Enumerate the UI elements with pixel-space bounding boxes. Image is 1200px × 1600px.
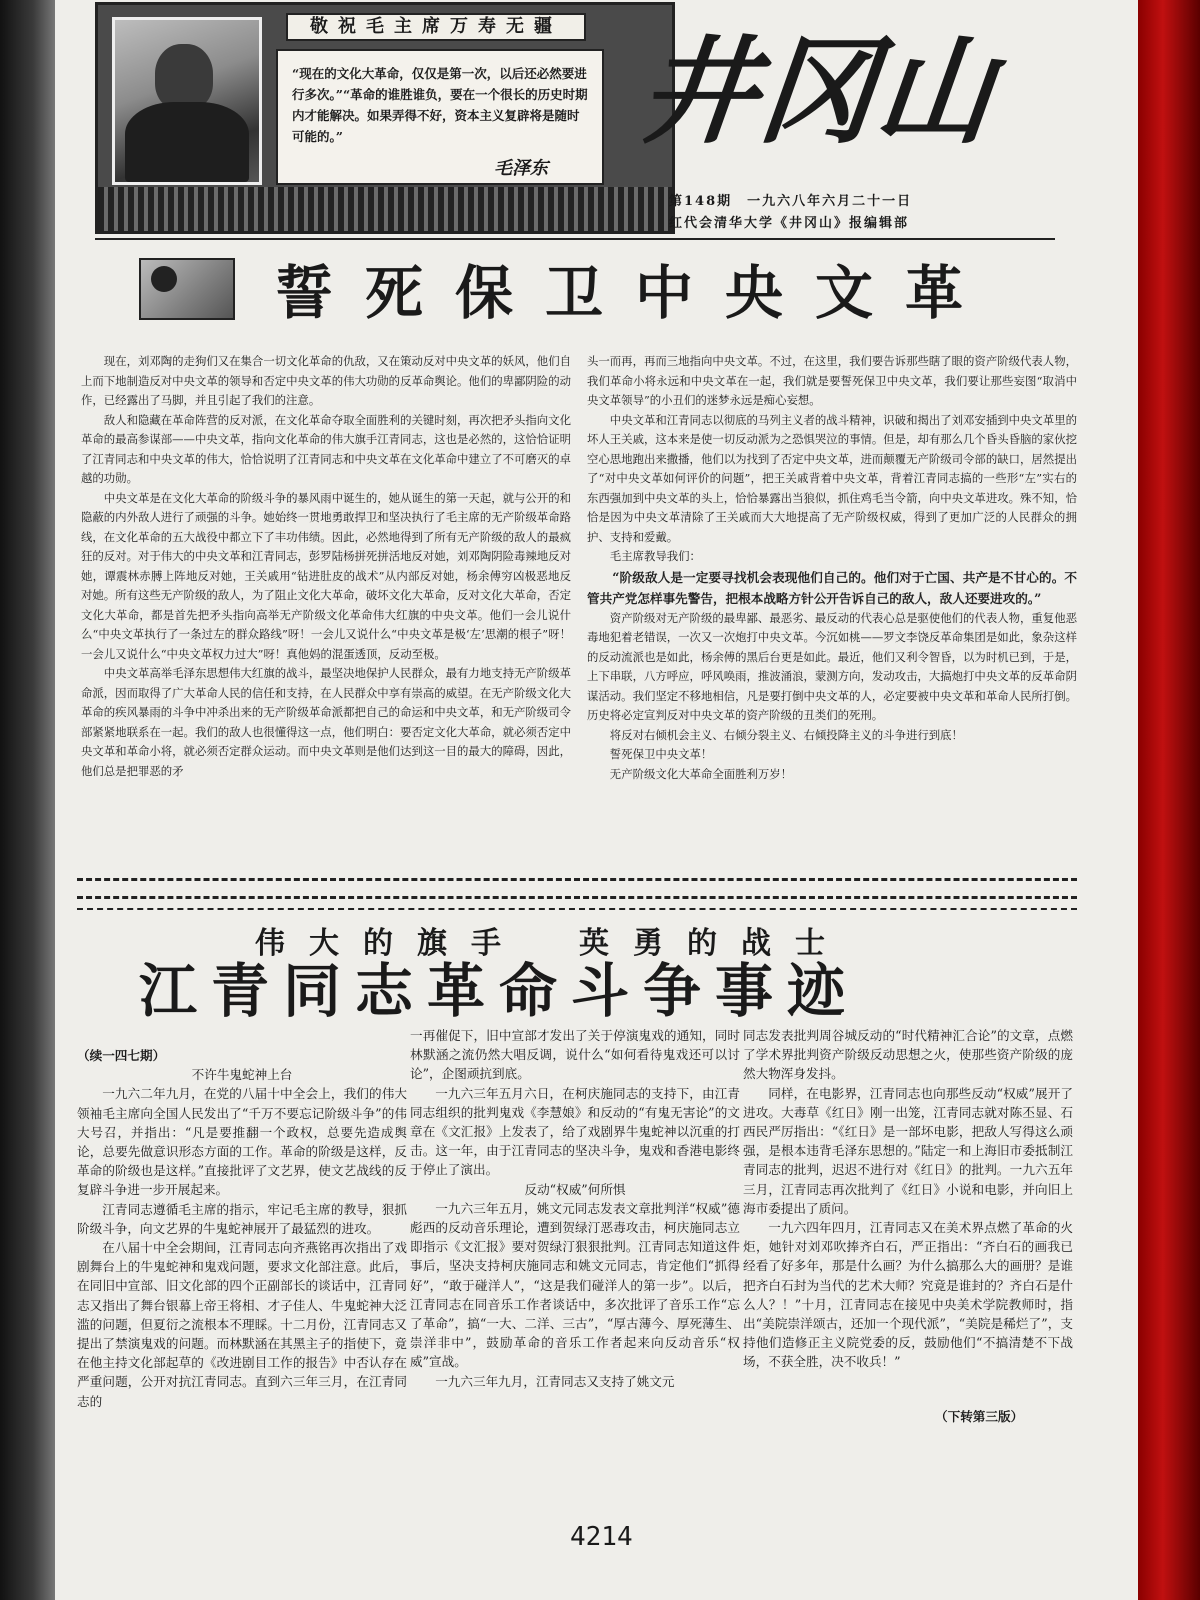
portrait-image: [112, 17, 262, 185]
paragraph: 一九六三年九月，江青同志又支持了姚文元: [435, 1373, 675, 1389]
subheading: 不许牛鬼蛇神上台: [191, 1067, 293, 1083]
paragraph: 在八届十中全会期间，江青同志向齐燕铭再次指出了戏剧舞台上的牛鬼蛇神和鬼戏问题，要求文化部注意。此后，在同旧中宣部、旧文化部的四个正副部长的谈话中，江青同志又指出了舞台银幕上帝王将相、才子佳人、牛鬼蛇神大泛滥的问题，但夏衍之流根本不理睬。十二月份，江青同志又提出了禁演鬼戏的问题。而林默涵在其黑主子的指使下，竟在他主持文化部起草的《改进剧目工作的报告》中否认存在严重问题，公开对抗江青同志。直到六三年三月，在江青同志的: [77, 1240, 407, 1409]
quotation-banner: 敬祝毛主席万寿无疆: [286, 13, 586, 41]
paragraph: 资产阶级对无产阶级的最卑鄙、最恶劣、最反动的代表心总是驱使他们的代表人物，重复他恶毒地犯着老错误，一次又一次炮打中央文革。今沉如桃——罗文李饶反革命集团是如此，象杂这样的反动流派也是如此，杨余傅的黑后台更是如此。最近，他们又利令智昏，以为时机已到，于是，上下串联，八方呼应，呼风唤雨，推波涌浪，蒙测方向，发动攻击，大搞炮打中央文革的反革命阴谋活动。我们坚定不移地相信，凡是要打倒中央文革的人，必定要被中央文革和革命人民所打倒。历史将必定宣判反对中央文革的资产阶级的丑类们的死刑。: [587, 610, 1077, 722]
article2-column-3: [743, 1026, 1073, 1372]
signature: 毛泽东: [494, 158, 548, 179]
paragraph: 将反对右倾机会主义、右倾分裂主义、右倾投降主义的斗争进行到底！: [609, 727, 963, 742]
paragraph: 一再催促下，旧中宣部才发出了关于停演鬼戏的通知，同时林默涵之流仍然大唱反调，说什么“如何看待鬼戏还可以讨论”，企图顽抗到底。: [410, 1028, 740, 1082]
paragraph: 一九六三年五月六日，在柯庆施同志的支持下，由江青同志组织的批判鬼戏《李慧娘》和反动的“有鬼无害论”的文章在《文汇报》上发表了，给了戏剧界牛鬼蛇神以沉重的打击。这一年，由于江青同志的坚决斗争，鬼戏和香港电影终于停止了演出。: [410, 1085, 740, 1178]
paragraph: 江青同志遵循毛主席的指示，牢记毛主席的教导，狠抓阶级斗争，向文艺界的牛鬼蛇神展开了最猛烈的进攻。: [77, 1201, 407, 1236]
quotation-paragraph: “阶级敌人是一定要寻找机会表现他们自己的。他们对于亡国、共产是不甘心的。不管共产党怎样事先警告，把根本战略方针公开告诉自己的敌人，敌人还要进攻的。”: [587, 569, 1077, 606]
article1-column-1: [81, 352, 571, 781]
quotation-text: “现在的文化大革命，仅仅是第一次，以后还必然要进行多次。”“革命的谁胜谁负，要在一个很长的历史时期内才能解决。如果弄得不好，资本主义复辟将是随时可能的。” 毛泽东: [276, 49, 604, 185]
newspaper-page: [55, 0, 1138, 1600]
paragraph: 中央文革是在文化大革命的阶级斗争的暴风雨中诞生的，她从诞生的第一天起，就与公开的和隐蔽的内外敌人进行了顽强的斗争。她始终一贯地勇敢捍卫和坚决执行了毛主席的无产阶级革命路线，在文化革命的五大战役中都立下了丰功伟绩。因此，必然地得到了所有无产阶级的敌人的最疯狂的反对。对于伟大的中央文革和江青同志，彭罗陆杨拼死拼活地反对她，刘邓陶阴险毒辣地反对她，谭震林赤膊上阵地反对她，王关戚用“钻进肚皮的战术”从内部反对她，杨余傅穷凶极恶地反对她。所有这些无产阶级的敌人，为了阻止文化大革命，破坏文化大革命，反对文化大革命，否定文化大革命，都是首先把矛头指向高举无产阶级文化革命伟大红旗的中央文革。他们一会儿说什么“中央文革执行了一条过左的群众路线”呀！一会儿又说什么“中央文革是极‘左’思潮的根子”呀！一会儿又说什么“中央文革权力过大”呀！真他妈的混蛋透顶，反动至极。: [81, 490, 571, 661]
subheading: 反动“权威”何所惧: [524, 1181, 626, 1197]
paragraph: 一九六三年五月，姚文元同志发表文章批判洋“权威”德彪西的反动音乐理论，遭到贺绿汀恶毒攻击，柯庆施同志立即指示《文汇报》要对贺绿汀狠狠批判。江青同志知道这件事后，坚决支持柯庆施同志和姚文元同志，肯定他们“抓得好”，“敢于碰洋人”，“这是我们碰洋人的第一步”。以后，江青同志在同音乐工作者谈话中，多次批评了音乐工作“忘了革命”，搞“一大、二洋、三古”，“厚古薄今、厚死薄生、崇洋非中”，鼓励革命的音乐工作者起来向反动音乐“权威”宣战。: [410, 1200, 740, 1370]
issue-line: 第148期 一九六八年六月二十一日: [669, 194, 913, 209]
paragraph: 同志发表批判周谷城反动的“时代精神汇合论”的文章，点燃了学术界批判资产阶级反动思想之火，使那些资产阶级的庞然大物浑身发抖。: [743, 1028, 1073, 1082]
headline-1: 誓死保卫中央文革: [275, 259, 996, 327]
slogan: 无产阶级文化大革命全面胜利万岁！: [609, 766, 793, 781]
flag-emblem-icon: [139, 258, 235, 320]
continued-next-note: （下转第三版）: [935, 1409, 1024, 1424]
continued-note: （续一四七期）: [77, 1048, 166, 1063]
masthead-rule: [95, 238, 1055, 240]
article2-column-2: [410, 1026, 740, 1391]
paragraph: 头一而再，再而三地指向中央文革。不过，在这里，我们要告诉那些瞎了眼的资产阶级代表人物，我们革命小将永远和中央文革在一起，我们就是要誓死保卫中央文革，我们要让那些妄图“取消中央文革领导”的小丑们的迷梦永远是痴心妄想。: [587, 354, 1077, 407]
kicker-headline: 伟大的旗手 英勇的战士: [255, 926, 849, 961]
headline-2: 江青同志革命斗争事迹: [139, 957, 860, 1025]
paragraph: 中央文革高举毛泽东思想伟大红旗的战斗，最坚决地保护人民群众，最有力地支持无产阶级革命派，因而取得了广大革命人民的信任和支持，在人民群众中享有崇高的威望。在无产阶级文化大革命的疾风暴雨的斗争中冲杀出来的无产阶级革命派都把自己的命运和中央文革，和无产阶级司令部紧紧地联系在一起。我们的敌人也很懂得这一点，他们明白：要否定文化大革命，就必须否定中央文革和革命小将，就必须否定群众运动。而中央文革则是他们达到这一目的最大的障碍，因此，他们总是把罪恶的矛: [81, 666, 571, 778]
paragraph: 毛主席教导我们：: [609, 549, 701, 563]
paragraph: 一九六四年四月，江青同志又在美术界点燃了革命的火炬，她针对刘邓吹捧齐白石，严正指出：“齐白石的画我已经看了好多年，那是什么画？为什么搞那么大的画册？是谁把齐白石封为当代的艺术大师？究竟是谁封的？齐白石是什么人？！”十月，江青同志在接见中央美术学院教师时，指出“美院崇洋颂古，还加一个现代派”，“美院是稀烂了”，支持他们造修正主义院党委的反，鼓励他们“不搞清楚不下战场，不获全胜，决不收兵！”: [743, 1220, 1073, 1370]
paragraph: 同样，在电影界，江青同志也向那些反动“权威”展开了进攻。大毒草《红日》刚一出笼，江青同志就对陈丕显、石西民严厉指出：“《红日》是一部坏电影，把敌人写得这么顽强，是根本违背毛泽东思想的。”陆定一和上海旧市委抵制江青同志的批判，迟迟不进行对《红日》的批判。一九六五年三月，江青同志再次批判了《红日》小说和电影，并向旧上海市委提出了质问。: [743, 1085, 1073, 1216]
paragraph: 敌人和隐藏在革命阵营的反对派，在文化革命夺取全面胜利的关键时刻，再次把矛头指向文化革命的最高参谋部——中央文革，指向文化革命的伟大旗手江青同志，这也是必然的，这恰恰证明了江青同志和中央文革的伟大，恰恰说明了江青同志和中央文革在文化革命中建立了不可磨灭的卓越的功勋。: [81, 412, 571, 485]
article2-column-1: [77, 1046, 407, 1411]
divider: [77, 908, 1077, 910]
paragraph: 中央文革和江青同志以彻底的马列主义者的战斗精神，识破和揭出了刘邓安插到中央文革里的坏人王关戚，这本来是使一切反动派为之恐惧哭泣的事情。但是，却有那么几个昏头昏脑的家伙挖空心思地跑出来撒播，他们以为找到了否定中央文革，进而颠覆无产阶级司令部的缺口，居然提出了“对中央文革如何评价的问题”，把王关戚背着中央文革，背着江青同志搞的一些形“左”实右的东西强加到中央文革的头上，恰恰暴露出当狼似，抓住鸡毛当令箭，向中央文革进攻。殊不知，恰恰是因为中央文革清除了王关戚而大大地提高了无产阶级权威，得到了更加广泛的人民群众的拥护、支持和爱戴。: [587, 412, 1077, 544]
page-number: 4214: [570, 1522, 633, 1552]
red-book-cover: [1138, 0, 1200, 1600]
article1-column-2: [587, 352, 1077, 784]
newspaper-logo: 井冈山: [633, 24, 1003, 160]
wreath-decoration: [98, 187, 672, 231]
divider: [77, 896, 1077, 899]
book-binding: [0, 0, 55, 1600]
publisher-line: 红代会清华大学《井冈山》报编辑部: [669, 216, 910, 231]
paragraph: 现在，刘邓陶的走狗们又在集合一切文化革命的仇敌，又在策动反对中央文革的妖风，他们自上而下地制造反对中央文革的领导和否定中央文革的伟大功勋的反革命舆论。他们的卑鄙阴险的动作，已经露出了马脚，并且引起了我们的注意。: [81, 354, 571, 407]
quotation-box: [95, 2, 675, 234]
divider: [77, 878, 1077, 881]
slogan: 誓死保卫中央文革！: [609, 747, 713, 761]
paragraph: 一九六二年九月，在党的八届十中全会上，我们的伟大领袖毛主席向全国人民发出了“千万不要忘记阶级斗争”的伟大号召，并指出：“凡是要推翻一个政权，总要先造成舆论，总要先做意识形态方面的工作。革命的阶级是这样，反革命的阶级也是这样。”直接批评了文艺界，使文艺战线的反复辟斗争进一步开展起来。: [77, 1086, 407, 1198]
